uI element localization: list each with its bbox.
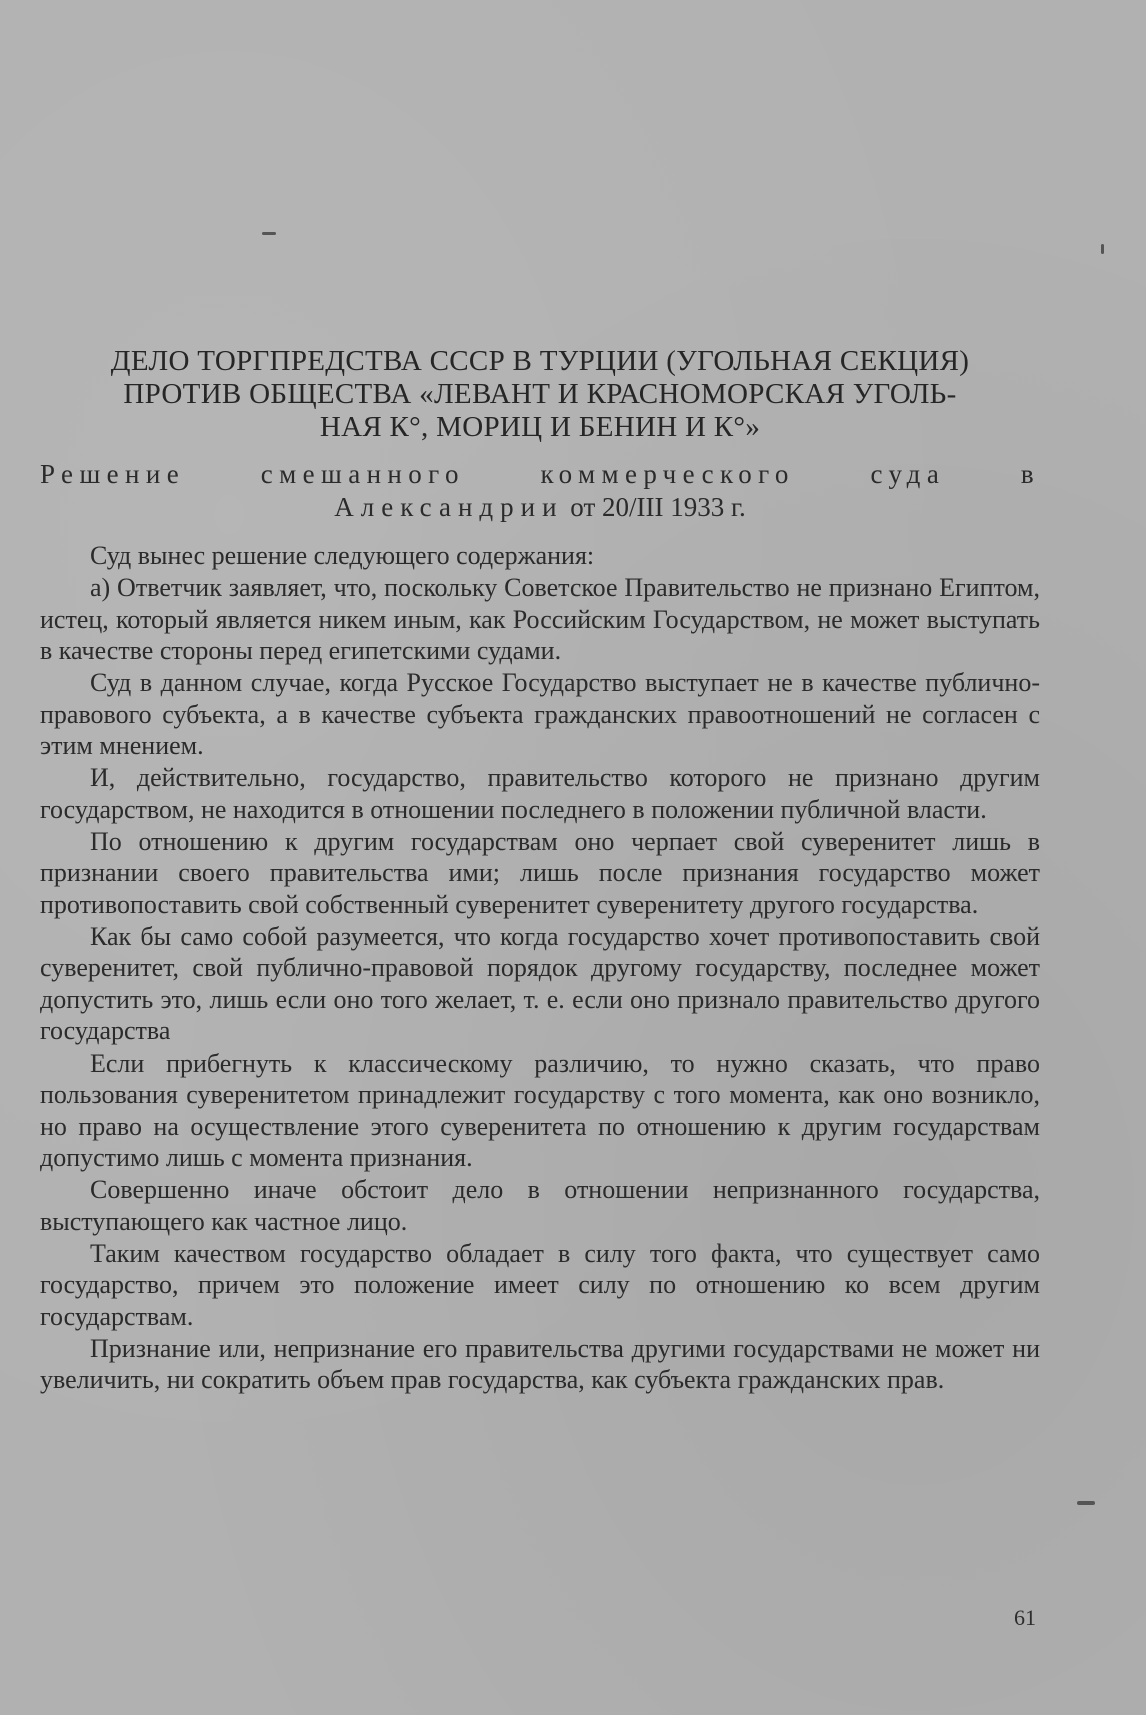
paragraph: Если прибегнуть к классическому различию, то нужно сказать, что право пользования суверенитетом принадлежит государству с того момента, как оно возникло, но право на осуществление этого суверенитета по отношению к другим государствам допустимо лишь с момента признания. — [40, 1048, 1040, 1173]
paragraph: Признание или, непризнание его правительства другими государствами не может ни увеличить, ни сократить объем прав государства, как субъекта гражданских прав. — [40, 1333, 1040, 1395]
subtitle-line-2 — [334, 492, 746, 522]
subtitle-date: от 20/III 1933 г. — [563, 492, 746, 522]
paragraph: Суд вынес решение следующего содержания: — [90, 541, 595, 570]
title-line-3: НАЯ К°, МОРИЦ И БЕНИН И К°» — [319, 411, 761, 443]
case-title — [40, 345, 1040, 444]
title-line-2: ПРОТИВ ОБЩЕСТВА «ЛЕВАНТ И КРАСНОМОРСКАЯ УГОЛЬ- — [123, 378, 957, 410]
decision-subtitle — [40, 458, 1040, 524]
subtitle-line-1: Решение смешанного коммерческого суда в — [40, 459, 1040, 489]
paragraph: Суд в данном случае, когда Русское Государство выступает не в качестве публично-правового субъекта, а в качестве субъекта гражданских правоотношений не согласен с этим мнением. — [40, 668, 1040, 761]
paragraph: И, действительно, государство, правительство которого не признано другим государством, не находится в отношении последнего в положении публичной власти. — [40, 763, 1040, 824]
paragraph: Таким качеством государство обладает в силу того факта, что существует само государство, причем это положение имеет силу по отношению ко всем другим государствам. — [40, 1238, 1040, 1331]
scan-speck — [1101, 244, 1104, 254]
scan-speck — [262, 232, 276, 235]
paragraph: а) Ответчик заявляет, что, поскольку Советское Правительство не признано Египтом, истец, который является никем иным, как Российским Государством, не может выступать в качестве стороны перед египетскими судами. — [40, 573, 1040, 666]
body-text — [40, 540, 1040, 1396]
title-line-1: ДЕЛО ТОРГПРЕДСТВА СССР В ТУРЦИИ (УГОЛЬНАЯ СЕКЦИЯ) — [110, 345, 970, 377]
page-number: 61 — [1014, 1605, 1036, 1630]
subtitle-city: Александрии — [334, 492, 564, 522]
paragraph: Как бы само собой разумеется, что когда государство хочет противопоставить свой суверенитет, свой публично-правовой порядок другому государству, последнее может допустить это, лишь если оно того желает, т. е. если оно признало правительство другого государства — [40, 921, 1040, 1046]
paragraph: Совершенно иначе обстоит дело в отношении непризнанного государства, выступающего как частное лицо. — [40, 1175, 1040, 1236]
scan-speck — [1077, 1501, 1095, 1505]
paragraph: По отношению к другим государствам оно черпает свой суверенитет лишь в признании своего правительства ими; лишь после признания государство может противопоставить свой собственный суверенитет суверенитету другого государства. — [40, 826, 1040, 919]
